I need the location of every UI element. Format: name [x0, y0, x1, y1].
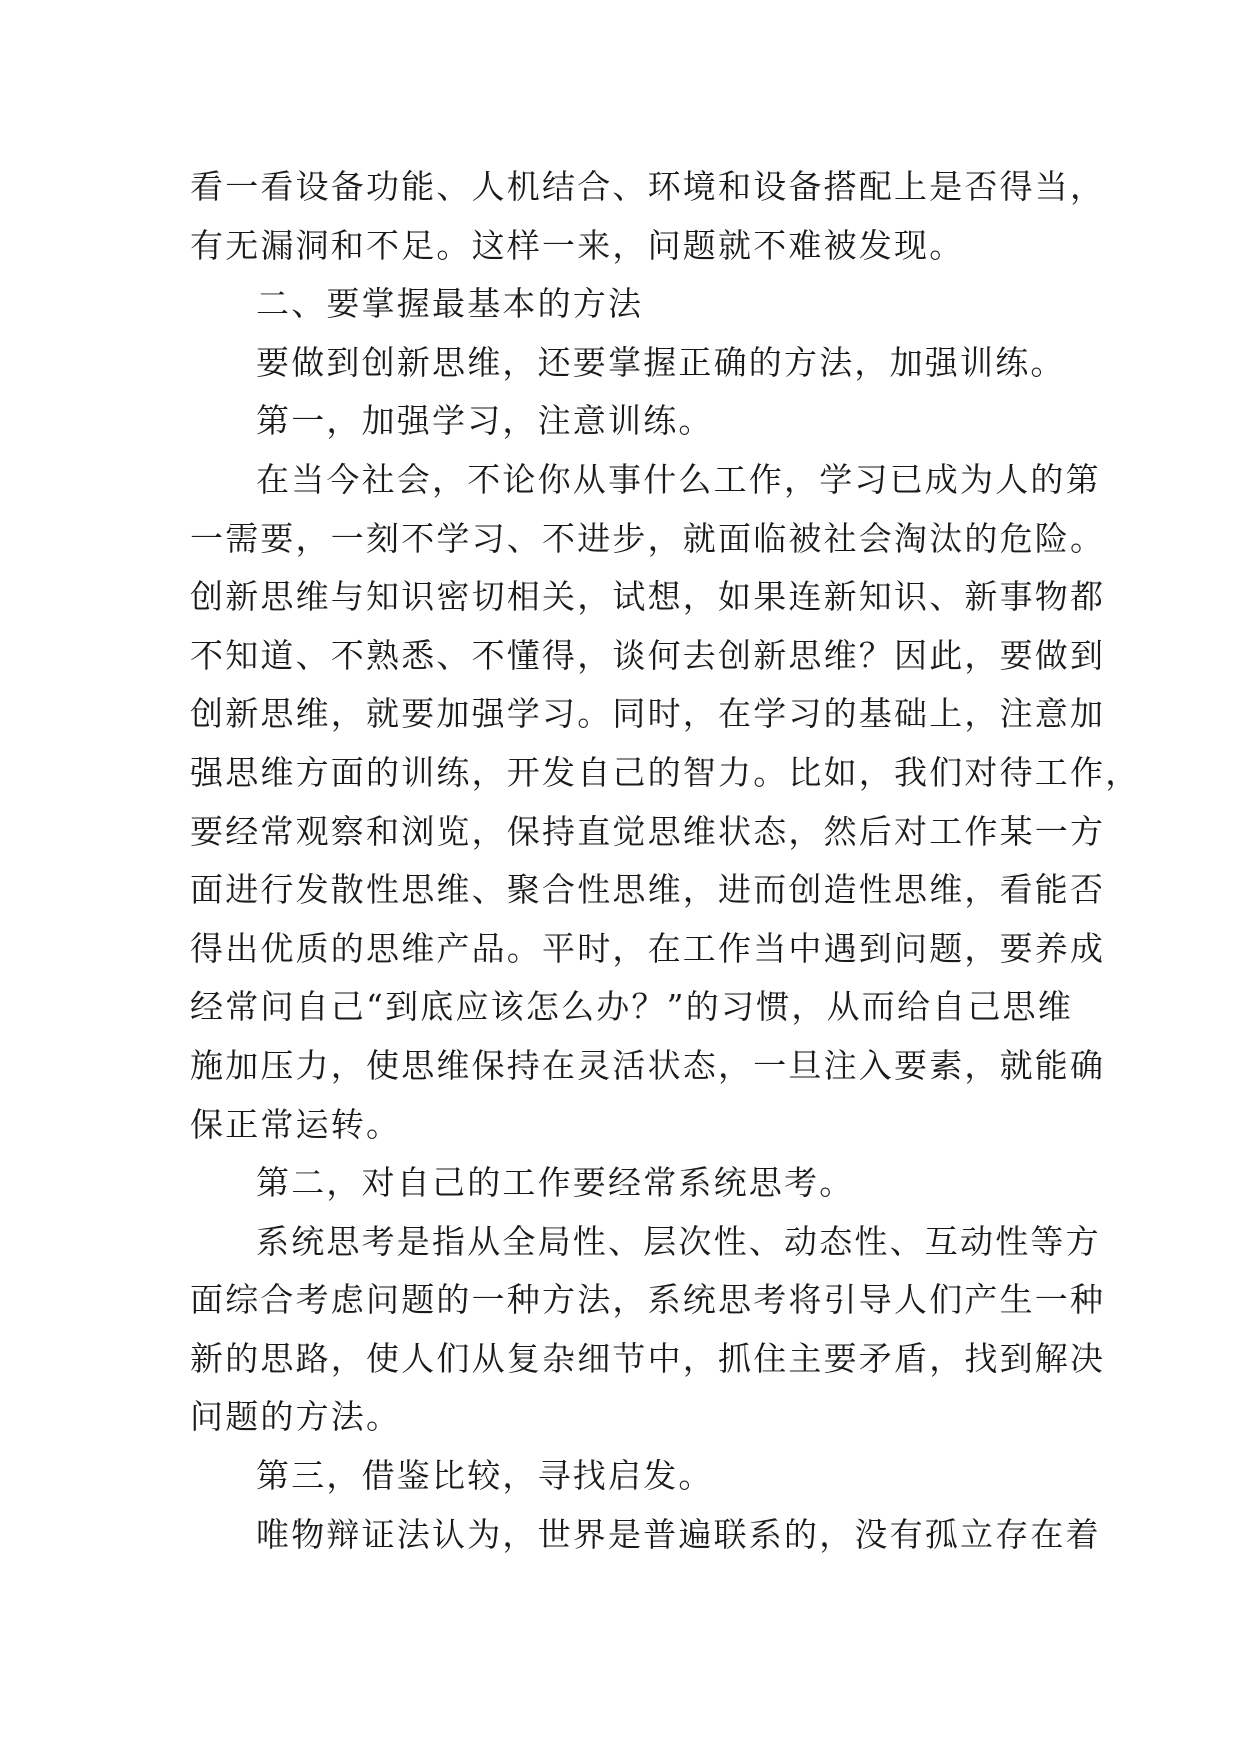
paragraph-heading-two — [190, 275, 1050, 334]
text-line: 第一，加强学习，注意训练。 — [256, 401, 714, 441]
text-line: 得出优质的思维产品。平时，在工作当中遇到问题，要养成 — [190, 928, 1106, 968]
text-line: 面进行发散性思维、聚合性思维，进而创造性思维，看能否 — [190, 870, 1106, 910]
text-line: 第二，对自己的工作要经常系统思考。 — [256, 1163, 855, 1203]
text-line: 问题的方法。 — [190, 1397, 402, 1437]
text-line: 看一看设备功能、人机结合、环境和设备搭配上是否得当， — [190, 167, 1106, 206]
text-line: 有无漏洞和不足。这样一来，问题就不难被发现。 — [190, 225, 965, 265]
text-line: 新的思路，使人们从复杂细节中，抓住主要矛盾，找到解决 — [190, 1338, 1106, 1378]
text-line: 二、要掌握最基本的方法 — [256, 284, 644, 324]
paragraph-p-first — [190, 451, 1141, 1154]
text-line: 系统思考是指从全局性、层次性、动态性、互动性等方 — [256, 1221, 1101, 1261]
document-body — [190, 158, 1141, 1564]
text-line: 创新思维与知识密切相关，试想，如果连新知识、新事物都 — [190, 577, 1106, 617]
paragraph-sub-third — [190, 1447, 1050, 1506]
text-line: 第三，借鉴比较，寻找启发。 — [256, 1456, 714, 1496]
text-line: 强思维方面的训练，开发自己的智力。比如，我们对待工作， — [190, 752, 1141, 792]
text-line: 不知道、不熟悉、不懂得，谈何去创新思维？因此，要做到 — [190, 635, 1106, 675]
text-line: 唯物辩证法认为，世界是普遍联系的，没有孤立存在着 — [256, 1514, 1101, 1554]
paragraph-sub-second — [190, 1154, 1050, 1213]
paragraph-p-third — [190, 1506, 1101, 1565]
text-line: 在当今社会，不论你从事什么工作，学习已成为人的第 — [256, 459, 1101, 499]
text-line: 施加压力，使思维保持在灵活状态，一旦注入要素，就能确 — [190, 1045, 1106, 1085]
paragraph-p-continuation — [190, 158, 1106, 275]
text-line: 保正常运转。 — [190, 1104, 402, 1144]
paragraph-sub-first — [190, 392, 1050, 451]
text-line: 一需要，一刻不学习、不进步，就面临被社会淘汰的危险。 — [190, 518, 1106, 558]
text-line: 面综合考虑问题的一种方法，系统思考将引导人们产生一种 — [190, 1280, 1106, 1320]
text-line: 要做到创新思维，还要掌握正确的方法，加强训练。 — [256, 342, 1066, 382]
text-line: 创新思维，就要加强学习。同时，在学习的基础上，注意加 — [190, 694, 1106, 734]
paragraph-p-second — [190, 1213, 1106, 1447]
text-line: 要经常观察和浏览，保持直觉思维状态，然后对工作某一方 — [190, 811, 1106, 851]
paragraph-p-intro — [190, 334, 1066, 393]
text-line: 经常问自己“到底应该怎么办？”的习惯，从而给自己思维 — [190, 987, 1073, 1027]
